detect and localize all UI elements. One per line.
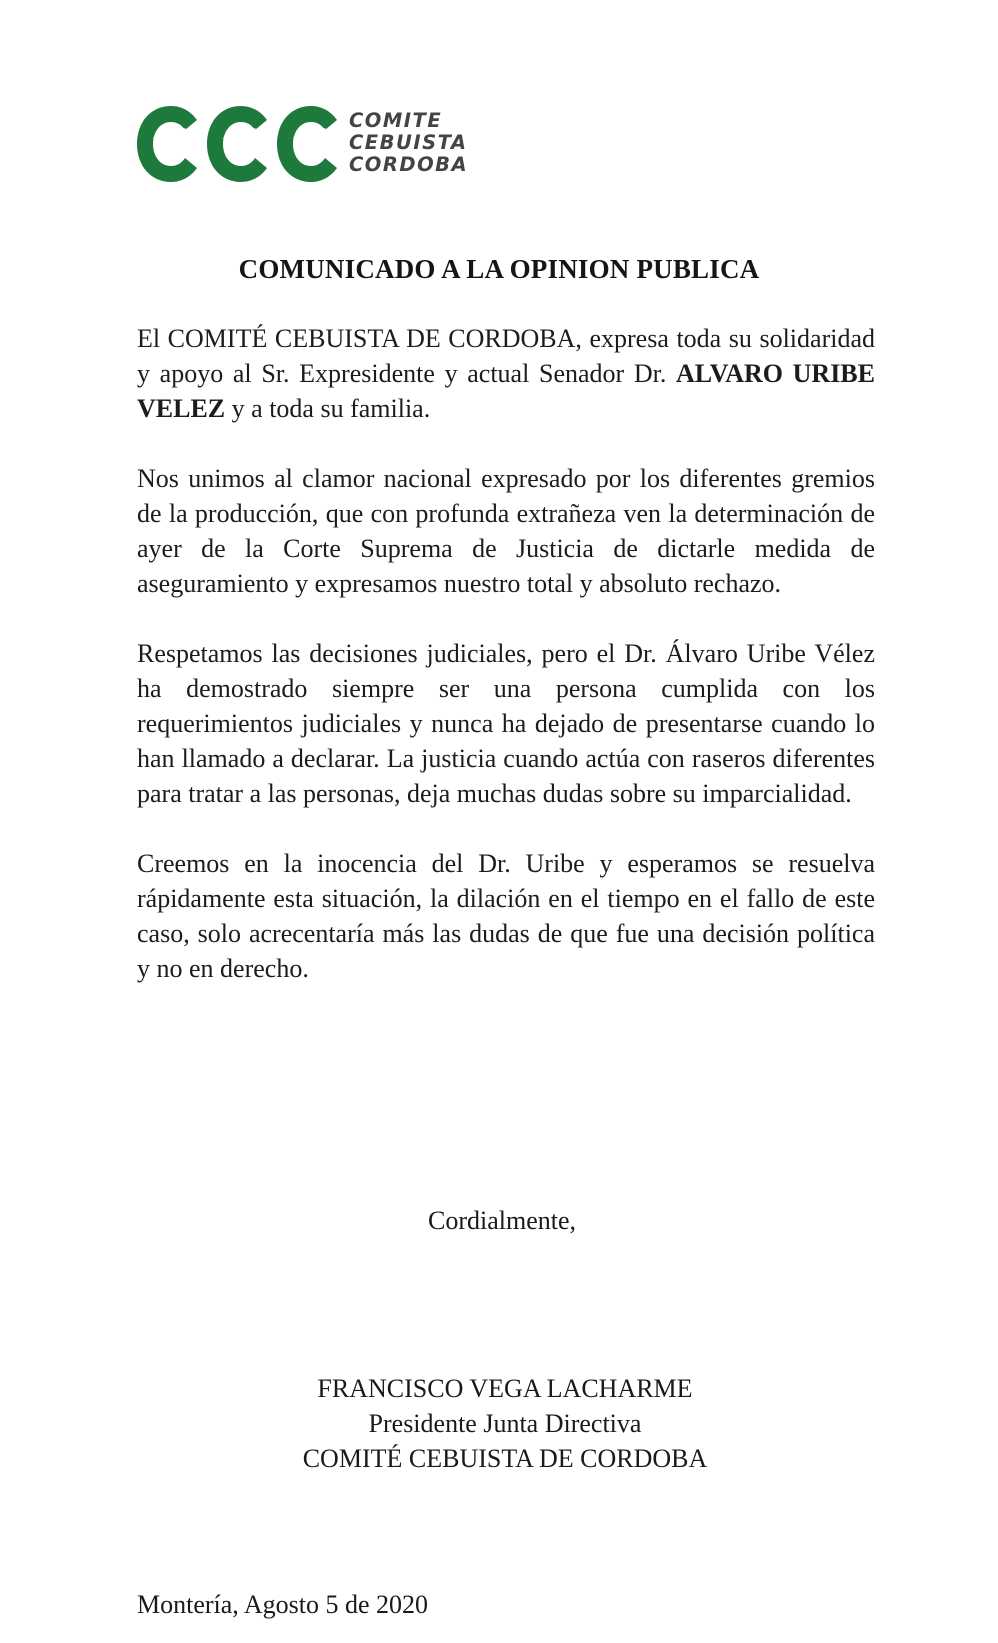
- paragraph-1: [137, 321, 875, 426]
- signer-role: Presidente Junta Directiva: [368, 1409, 642, 1438]
- paragraph-3: Respetamos las decisiones judiciales, pero el Dr. Álvaro Uribe Vélez ha demostrado siempre ser una persona cumplida con los requerimientos judiciales y nunca ha dejado de presentarse cuando lo han llamado a declarar. La justicia cuando actúa con raseros diferentes para tratar a las personas, deja muchas dudas sobre su imparcialidad.: [137, 639, 875, 808]
- logo-line-1: COMITE: [349, 109, 443, 132]
- signer-organization: COMITÉ CEBUISTA DE CORDOBA: [302, 1444, 708, 1473]
- closing-salutation: Cordialmente,: [427, 1206, 576, 1235]
- logo-line-3: CORDOBA: [349, 153, 469, 176]
- signature-block: [0, 1371, 998, 1476]
- paragraph-1-text: El COMITÉ CEBUISTA DE CORDOBA, expresa toda su solidaridad y apoyo al Sr. Expresidente y actual Senador Dr.: [137, 324, 875, 388]
- paragraph-4: Creemos en la inocencia del Dr. Uribe y esperamos se resuelva rápidamente esta situación, la dilación en el tiempo en el fallo de este caso, solo acrecentaría más las dudas de que fue una decisión política y no en derecho.: [137, 849, 875, 983]
- paragraph-2: Nos unimos al clamor nacional expresado por los diferentes gremios de la producción, que con profunda extrañeza ven la determinación de ayer de la Corte Suprema de Justicia de dictarle medida de aseguramiento y expresamos nuestro total y absoluto rechazo.: [137, 464, 875, 598]
- signer-name: FRANCISCO VEGA LACHARME: [317, 1374, 693, 1403]
- logo-line-2: CEBUISTA: [349, 131, 468, 154]
- organization-logo: [135, 104, 469, 184]
- paragraph-1-bold-name: ALVARO URIBE VELEZ: [137, 359, 875, 423]
- document-title: COMUNICADO A LA OPINION PUBLICA: [238, 254, 760, 284]
- paragraph-1-text-end: y a toda su familia.: [225, 394, 431, 423]
- dateline: Montería, Agosto 5 de 2020: [137, 1590, 429, 1619]
- logo-wordmark: [349, 110, 468, 176]
- document-body: [137, 321, 875, 1021]
- ccc-logo-icon: [135, 104, 350, 184]
